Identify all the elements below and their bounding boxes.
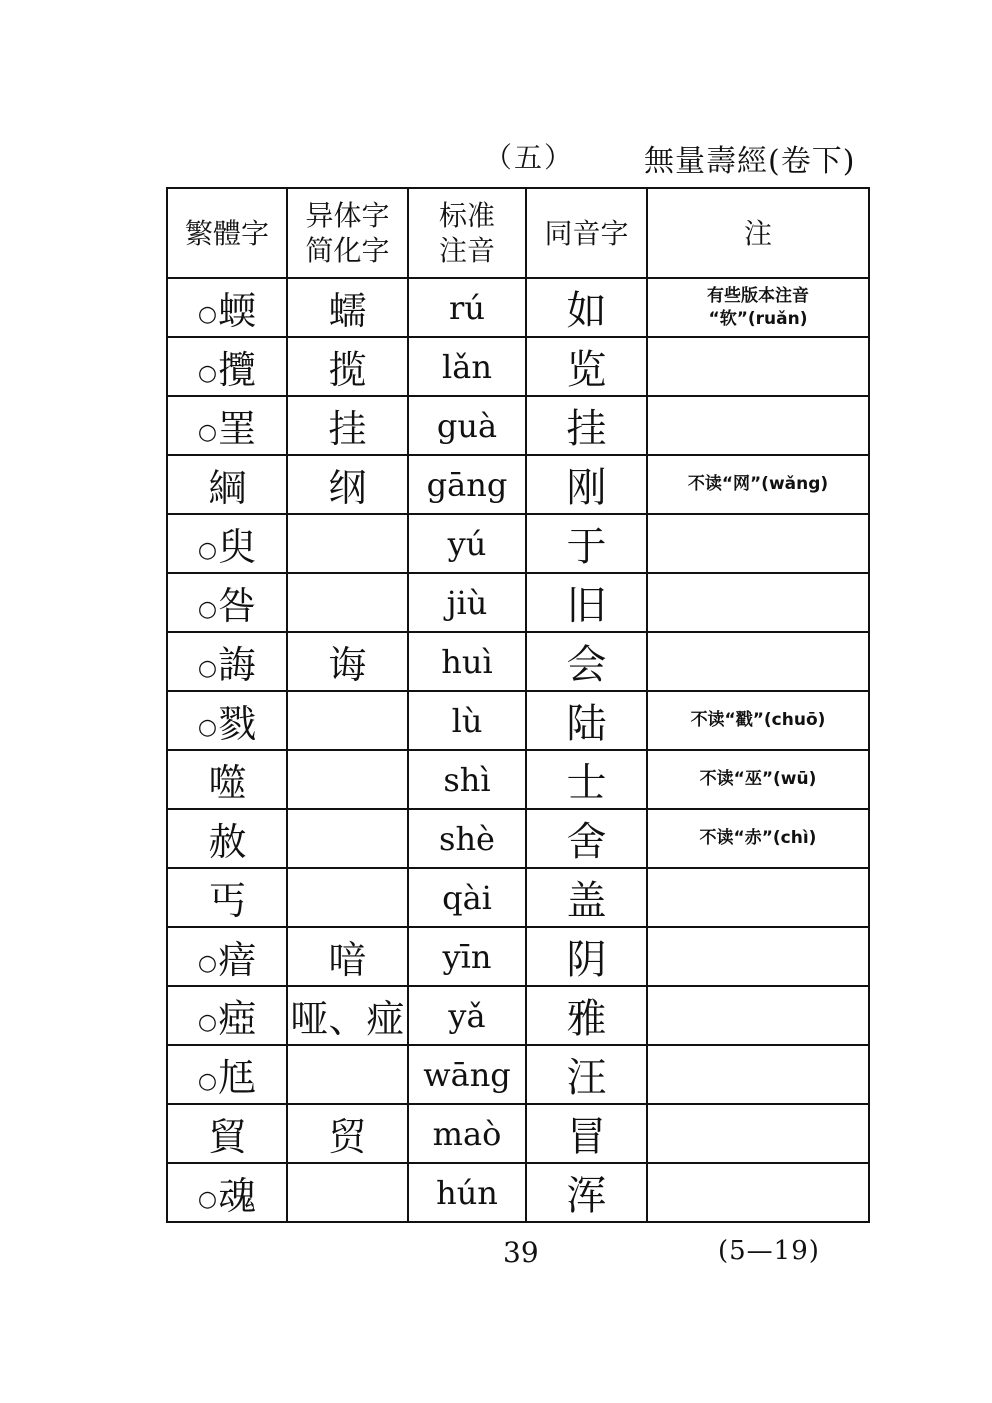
col-header-traditional: 繁體字 — [167, 188, 287, 278]
cell-homophone: 浑 — [526, 1163, 647, 1222]
cell-variant-simplified — [287, 1045, 408, 1104]
cell-variant-simplified: 纲 — [287, 455, 408, 514]
cell-variant-simplified — [287, 868, 408, 927]
cell-traditional — [167, 750, 287, 809]
cell-pinyin: rú — [408, 278, 526, 337]
cell-traditional — [167, 278, 287, 337]
cell-homophone: 会 — [526, 632, 647, 691]
section-label: （五） — [484, 141, 575, 174]
cell-note — [647, 927, 869, 986]
cell-homophone: 舍 — [526, 809, 647, 868]
cell-pinyin: yǎ — [408, 986, 526, 1045]
cell-note — [647, 573, 869, 632]
cell-traditional — [167, 691, 287, 750]
cell-homophone: 士 — [526, 750, 647, 809]
cell-variant-simplified: 贸 — [287, 1104, 408, 1163]
cell-homophone: 陆 — [526, 691, 647, 750]
cell-homophone: 挂 — [526, 396, 647, 455]
cell-note: 不读“巫”(wū) — [647, 750, 869, 809]
cell-variant-simplified: 挂 — [287, 396, 408, 455]
cell-variant-simplified: 蠕 — [287, 278, 408, 337]
cell-traditional — [167, 337, 287, 396]
cell-homophone: 盖 — [526, 868, 647, 927]
cell-pinyin: wāng — [408, 1045, 526, 1104]
traditional-char: 罣 — [218, 407, 257, 451]
circle-mark: ○ — [197, 420, 218, 445]
cell-homophone: 阴 — [526, 927, 647, 986]
cell-note: 不读“戳”(chuō) — [647, 691, 869, 750]
traditional-char: 咎 — [218, 584, 257, 628]
traditional-char: 貿 — [208, 1115, 247, 1159]
circle-mark: ○ — [197, 715, 218, 740]
cell-note: 不读“赤”(chì) — [647, 809, 869, 868]
traditional-char: 瘂 — [218, 997, 257, 1041]
cell-pinyin: lù — [408, 691, 526, 750]
cell-traditional — [167, 632, 287, 691]
cell-traditional — [167, 986, 287, 1045]
col-header-homophone: 同音字 — [526, 188, 647, 278]
cell-variant-simplified — [287, 573, 408, 632]
traditional-char: 丐 — [208, 879, 247, 923]
cell-homophone: 于 — [526, 514, 647, 573]
table-row — [167, 573, 869, 632]
circle-mark: ○ — [197, 302, 218, 327]
circle-mark: ○ — [197, 361, 218, 386]
cell-pinyin: guà — [408, 396, 526, 455]
table-header-row — [167, 188, 869, 278]
cell-traditional — [167, 396, 287, 455]
cell-note — [647, 1163, 869, 1222]
cell-variant-simplified — [287, 514, 408, 573]
cell-traditional — [167, 1045, 287, 1104]
cell-homophone: 旧 — [526, 573, 647, 632]
table-row — [167, 337, 869, 396]
circle-mark: ○ — [197, 1187, 218, 1212]
circle-mark: ○ — [197, 1010, 218, 1035]
cell-traditional — [167, 868, 287, 927]
page-number: 39 — [503, 1236, 539, 1269]
circle-mark: ○ — [197, 656, 218, 681]
cell-variant-simplified: 诲 — [287, 632, 408, 691]
traditional-char: 綱 — [208, 466, 247, 510]
table-row — [167, 750, 869, 809]
cell-pinyin: lǎn — [408, 337, 526, 396]
cell-variant-simplified — [287, 750, 408, 809]
cell-homophone: 如 — [526, 278, 647, 337]
cell-note — [647, 514, 869, 573]
col-header-standard-pinyin: 标准 注音 — [408, 188, 526, 278]
circle-mark: ○ — [197, 538, 218, 563]
table-row — [167, 868, 869, 927]
cell-homophone: 冒 — [526, 1104, 647, 1163]
circle-mark: ○ — [197, 951, 218, 976]
document-title: 無量壽經(卷下) — [644, 144, 856, 179]
cell-variant-simplified — [287, 809, 408, 868]
cell-note — [647, 1045, 869, 1104]
circle-mark: ○ — [197, 1069, 218, 1094]
cell-traditional — [167, 455, 287, 514]
table-row — [167, 396, 869, 455]
cell-variant-simplified — [287, 1163, 408, 1222]
cell-variant-simplified — [287, 691, 408, 750]
cell-traditional — [167, 809, 287, 868]
cell-homophone: 刚 — [526, 455, 647, 514]
pronunciation-table — [166, 187, 868, 1221]
cell-pinyin: yú — [408, 514, 526, 573]
table-row — [167, 455, 869, 514]
cell-pinyin: jiù — [408, 573, 526, 632]
cell-pinyin: maò — [408, 1104, 526, 1163]
traditional-char: 噬 — [208, 761, 247, 805]
cell-pinyin: shì — [408, 750, 526, 809]
traditional-char: 攬 — [218, 348, 257, 392]
traditional-char: 魂 — [218, 1174, 257, 1218]
col-header-note: 注 — [647, 188, 869, 278]
cell-homophone: 览 — [526, 337, 647, 396]
table-row — [167, 278, 869, 337]
cell-note — [647, 396, 869, 455]
traditional-char: 尪 — [218, 1056, 257, 1100]
cell-note — [647, 986, 869, 1045]
table-row — [167, 809, 869, 868]
cell-pinyin: huì — [408, 632, 526, 691]
table-row — [167, 691, 869, 750]
table-row — [167, 1163, 869, 1222]
cell-pinyin: yīn — [408, 927, 526, 986]
cell-note — [647, 632, 869, 691]
traditional-char: 瘖 — [218, 938, 257, 982]
cell-traditional — [167, 927, 287, 986]
cell-note — [647, 1104, 869, 1163]
table-row — [167, 632, 869, 691]
cell-traditional — [167, 573, 287, 632]
col-header-variant-simplified: 异体字 简化字 — [287, 188, 408, 278]
cell-pinyin: hún — [408, 1163, 526, 1222]
traditional-char: 臾 — [218, 525, 257, 569]
cell-pinyin: shè — [408, 809, 526, 868]
cell-pinyin: gāng — [408, 455, 526, 514]
cell-note — [647, 337, 869, 396]
cell-note: 有些版本注音 “软”(ruǎn) — [647, 278, 869, 337]
cell-homophone: 雅 — [526, 986, 647, 1045]
table-row — [167, 986, 869, 1045]
cell-variant-simplified: 揽 — [287, 337, 408, 396]
cell-variant-simplified: 哑、痖 — [287, 986, 408, 1045]
cell-traditional — [167, 1104, 287, 1163]
table-row — [167, 514, 869, 573]
traditional-char: 蝡 — [218, 289, 257, 333]
table-row — [167, 1104, 869, 1163]
traditional-char: 誨 — [218, 643, 257, 687]
cell-pinyin: qài — [408, 868, 526, 927]
cell-note — [647, 868, 869, 927]
cell-homophone: 汪 — [526, 1045, 647, 1104]
cell-traditional — [167, 1163, 287, 1222]
cell-traditional — [167, 514, 287, 573]
table-row — [167, 1045, 869, 1104]
page-reference: (5—19) — [718, 1236, 820, 1266]
cell-variant-simplified: 喑 — [287, 927, 408, 986]
traditional-char: 戮 — [218, 702, 257, 746]
table-row — [167, 927, 869, 986]
cell-note: 不读“网”(wǎng) — [647, 455, 869, 514]
circle-mark: ○ — [197, 597, 218, 622]
traditional-char: 赦 — [208, 820, 247, 864]
